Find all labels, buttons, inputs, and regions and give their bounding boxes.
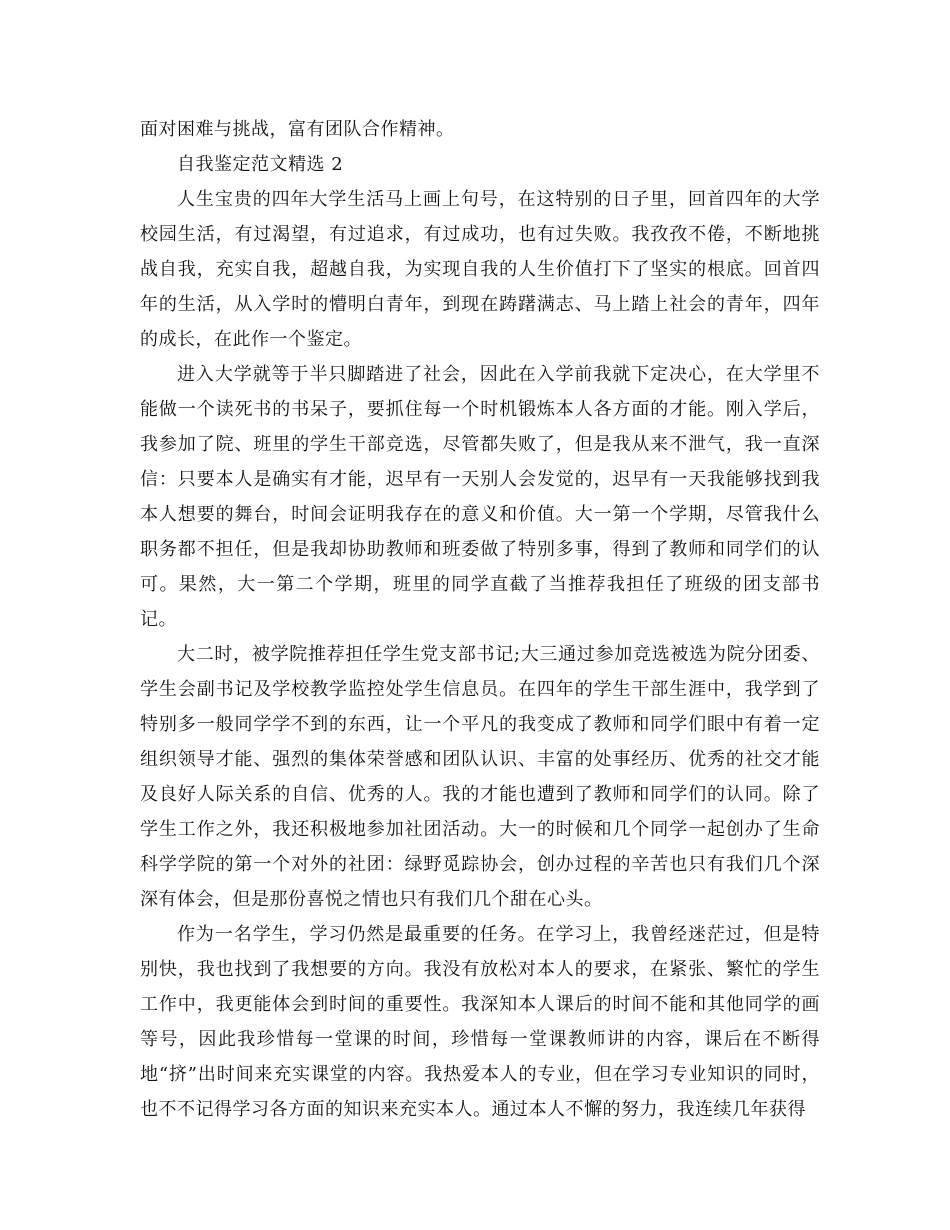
paragraph-student-cadre: 进入大学就等于半只脚踏进了社会，因此在入学前我就下定决心，在大学里不能做一个读死书的书呆子，要抓住每一个时机锻炼本人各方面的才能。刚入学后，我参加了院、班里的学生干部竞选，尽管都失败了，但是我从来不泄气，我一直深信：只要本人是确实有才能，迟早有一天别人会发觉的，迟早有一天我能够找到我本人想要的舞台，时间会证明我存在的意义和价值。大一第一个学期，尽管我什么职务都不担任，但是我却协助教师和班委做了特别多事，得到了教师和同学们的认可。果然，大一第二个学期，班里的同学直截了当推荐我担任了班级的团支部书记。 — [140, 364, 820, 630]
document-body — [140, 112, 820, 1127]
paragraph-leadership: 大二时，被学院推荐担任学生党支部书记;大三通过参加竞选被选为院分团委、学生会副书记及学校教学监控处学生信息员。在四年的学生干部生涯中，我学到了特别多一般同学学不到的东西，让一个平凡的我变成了教师和同学们眼中有着一定组织领导才能、强烈的集体荣誉感和团队认识、丰富的处事经历、优秀的社交才能及良好人际关系的自信、优秀的人。我的才能也遭到了教师和同学们的认同。除了学生工作之外，我还积极地参加社团活动。大一的时候和几个同学一起创办了生命科学学院的第一个对外的社团：绿野觅踪协会，创办过程的辛苦也只有我们几个深深有体会，但是那份喜悦之情也只有我们几个甜在心头。 — [140, 644, 820, 910]
paragraph-continuation: 面对困难与挑战，富有团队合作精神。 — [140, 119, 455, 140]
paragraph-reflection: 人生宝贵的四年大学生活马上画上句号，在这特别的日子里，回首四年的大学校园生活，有过渴望，有过追求，有过成功，也有过失败。我孜孜不倦，不断地挑战自我，充实自我，超越自我，为实现自我的人生价值打下了坚实的根底。回首四年的生活，从入学时的懵明白青年，到现在踌躇满志、马上踏上社会的青年，四年的成长，在此作一个鉴定。 — [140, 189, 820, 350]
paragraph-study: 作为一名学生，学习仍然是最重要的任务。在学习上，我曾经迷茫过，但是特别快，我也找到了我想要的方向。我没有放松对本人的要求，在紧张、繁忙的学生工作中，我更能体会到时间的重要性。我深知本人课后的时间不能和其他同学的画等号，因此我珍惜每一堂课的时间，珍惜每一堂课教师讲的内容，课后在不断得地“挤”出时间来充实课堂的内容。我热爱本人的专业，但在学习专业知识的同时，也不不记得学习各方面的知识来充实本人。通过本人不懈的努力，我连续几年获得 — [140, 924, 820, 1120]
section-heading: 自我鉴定范文精选 2 — [177, 154, 344, 175]
